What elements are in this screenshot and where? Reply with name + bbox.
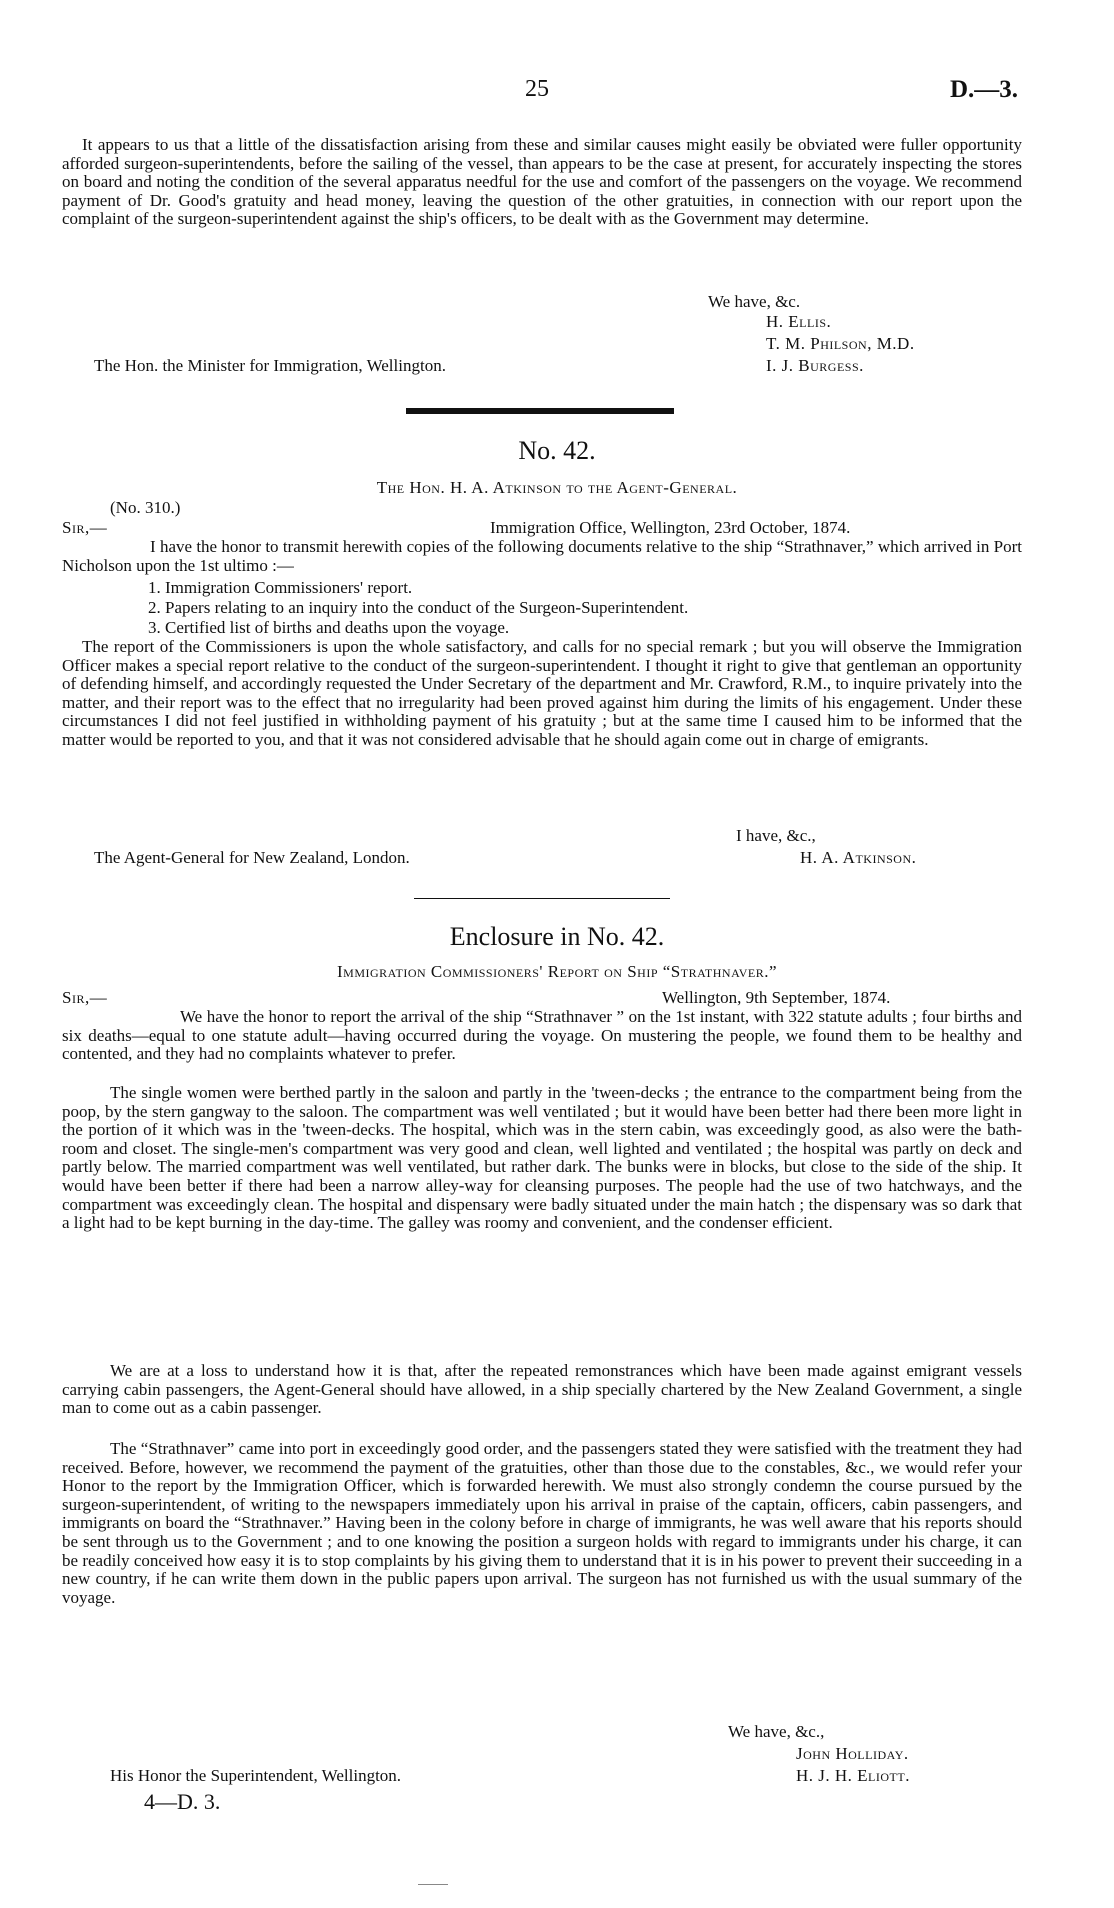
list-item: 2. Papers relating to an inquiry into the conduct of the Surgeon-Superintendent. — [148, 598, 689, 617]
enclosure-addressee: His Honor the Superintendent, Wellington. — [110, 1766, 402, 1785]
enclosure-subtitle: Immigration Commissioners' Report on Ship “Strathnaver.” — [337, 962, 777, 981]
letter-place-date: Immigration Office, Wellington, 23rd October, 1874. — [490, 518, 851, 537]
section-rule-thick — [406, 408, 674, 414]
signatory-ellis: H. Ellis. — [766, 312, 832, 331]
list-item: 1. Immigration Commissioners' report. — [148, 578, 413, 597]
signatory-holliday: John Holliday. — [796, 1744, 909, 1763]
letter-number-heading: No. 42. — [518, 436, 596, 465]
enclosure-closing: We have, &c., — [728, 1722, 825, 1741]
enclosure-paragraph: We are at a loss to understand how it is that, after the repeated remonstrances which have been made against emigrant vessels carrying cabin passengers, the Agent-General should have allowed, in a ship specially chartered by the New Zealand Government, a single man to come out as a cabin passenger. — [62, 1361, 1022, 1418]
signatory-philson: T. M. Philson, M.D. — [766, 334, 915, 353]
continuation-paragraph: It appears to us that a little of the dissatisfaction arising from these and similar causes might easily be obviated were fuller opportunity afforded surgeon-superintendents, before the sailing of the vessel, than appears to be the case at present, for accurately inspecting the stores on board and noting the condition of the several apparatus needful for the use and comfort of the passengers on the voyage. We recommend payment of Dr. Good's gratuity and head money, leaving the question of the other gratuities, in connection with our report upon the complaint of the surgeon-superintendent against the ship's officers, to be dealt with as the Government may determine. — [62, 135, 1022, 229]
page-number: 25 — [525, 76, 549, 102]
section-rule-thin — [414, 898, 670, 899]
letter-signatory: H. A. Atkinson. — [800, 848, 917, 867]
letter-ref: (No. 310.) — [110, 498, 181, 517]
enclosure-title: Enclosure in No. 42. — [449, 922, 665, 951]
enclosure-paragraph: We have the honor to report the arrival of the ship “Strathnaver ” on the 1st instant, with 322 statute adults ; four births and six deaths—equal to one statute adult—having occurred during the voyage. On mustering the people, we found them to be healthy and contented, and they had no complaints whatever to prefer. — [62, 1007, 1022, 1064]
enclosure-paragraph: The single women were berthed partly in the saloon and partly in the 'tween-decks ; the entrance to the compartment being from the poop, by the stern gangway to the saloon. The compartment was well ventilated ; but it would have been better had there been more light in the portion of it which was in the 'tween-decks. The hospital, which was in the stern cabin, was exceedingly good, as also were the bath-room and closet. The single-men's compartment was very good and clean, well lighted and ventilated ; the hospital was partly on deck and partly below. The married compartment was well ventilated, but rather dark. The bunks were in blocks, but close to the side of the ship. It would have been better if there had been a narrow alley-way for cleansing purposes. The people had the use of two hatchways, and the compartment was exceedingly clean. The hospital and dispensary were badly situated under the main hatch ; the dispensary was so dark that a light had to be kept burning in the day-time. The galley was roomy and convenient, and the condenser efficient. — [62, 1083, 1022, 1233]
letter-salutation: Sir,— — [62, 518, 108, 537]
letter-intro: I have the honor to transmit herewith copies of the following documents relative to the ship “Strathnaver,” which arrived in Port Nicholson upon the 1st ultimo :— — [62, 537, 1022, 575]
addressee-minister: The Hon. the Minister for Immigration, Wellington. — [94, 356, 446, 375]
closing-we-have: We have, &c. — [708, 292, 801, 311]
enclosure-place-date: Wellington, 9th September, 1874. — [662, 988, 891, 1007]
letter-subtitle: The Hon. H. A. Atkinson to the Agent-General. — [376, 478, 738, 497]
footer-reference: 4—D. 3. — [144, 1789, 221, 1814]
letter-body: The report of the Commissioners is upon the whole satisfactory, and calls for no special remark ; but you will observe the Immigration Officer makes a special report relative to the conduct of the surgeon-superintendent. I thought it right to give that gentleman an opportunity of defending himself, and accordingly requested the Under Secretary of the department and Mr. Crawford, R.M., to inquire privately into the matter, and their report was to the effect that no irregularity had been proved against him during the limits of his engagement. Under these circumstances I did not feel justified in withholding payment of his gratuity ; but at the same time I caused him to be informed that the matter would be reported to you, and that it was not considered advisable that he should again come out in charge of emigrants. — [62, 637, 1022, 749]
letter-closing: I have, &c., — [736, 826, 816, 845]
enclosure-paragraph: The “Strathnaver” came into port in exceedingly good order, and the passengers stated they were satisfied with the treatment they had received. Before, however, we recommend the payment of the gratuities, other than those due to the constables, &c., we would refer your Honor to the report by the Immigration Officer, which is forwarded herewith. We must also strongly condemn the course pursued by the surgeon-superintendent, of writing to the newspapers immediately upon his arrival in praise of the captain, officers, cabin passengers, and immigrants on board the “Strathnaver.” Having been in the colony before in charge of immigrants, he was well aware that his reports should be sent through us to the Government ; and to one knowing the position a surgeon holds with regard to immigrants under his charge, it can be readily conceived how easy it is to stop complaints by his giving them to understand that it is in his power to prevent their succeeding in a new country, if he can write them down in the public papers upon arrival. The surgeon has not furnished us with the usual summary of the voyage. — [62, 1439, 1022, 1607]
document-reference: D.—3. — [949, 76, 1018, 103]
signatory-burgess: I. J. Burgess. — [766, 356, 864, 375]
footer-mark — [418, 1884, 448, 1885]
list-item: 3. Certified list of births and deaths upon the voyage. — [148, 618, 510, 637]
enclosure-salutation: Sir,— — [62, 988, 108, 1007]
signatory-eliott: H. J. H. Eliott. — [796, 1766, 910, 1785]
letter-addressee: The Agent-General for New Zealand, London. — [94, 848, 410, 867]
